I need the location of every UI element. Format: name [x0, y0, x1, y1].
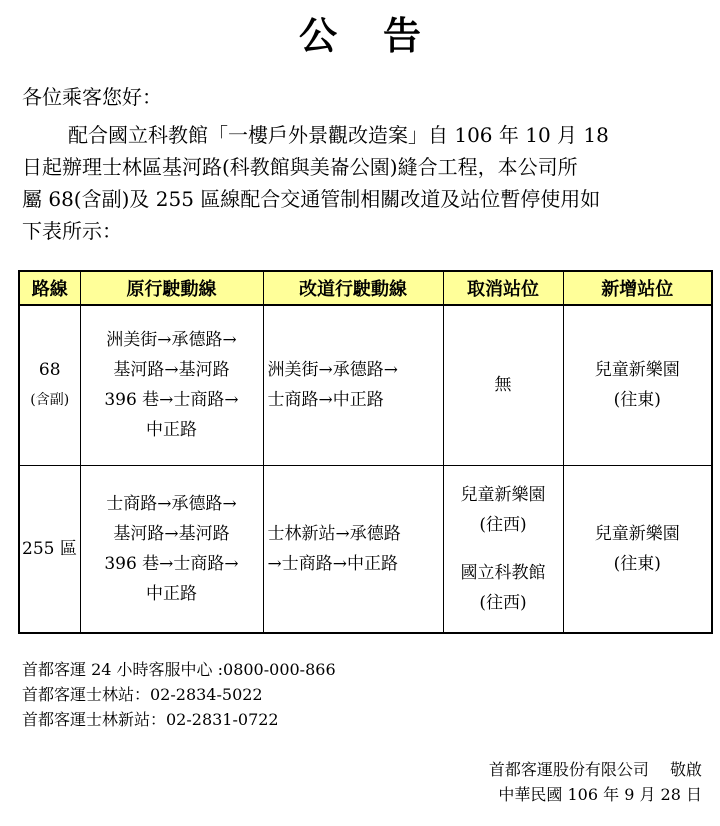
- added-stop: 兒童新樂園: [594, 523, 680, 544]
- original-route-line: 洲美街→承德路→: [106, 330, 237, 351]
- signature-company: 首都客運股份有限公司 敬啟: [488, 760, 702, 779]
- header-detour-route: 改道行駛動線: [263, 271, 443, 305]
- detour-route-line: 士林新站→承德路: [267, 523, 401, 544]
- route-cell: [19, 305, 80, 465]
- table-header-row: [19, 271, 712, 305]
- contact-shilin-new-station: 首都客運士林新站：02-2831-0722: [22, 710, 279, 729]
- paragraph-line: 屬 68(含副)及 255 區線配合交通管制相關改道及站位暫停使用如: [22, 187, 601, 211]
- table-row: [19, 465, 712, 633]
- signature-date: 中華民國 106 年 9 月 28 日: [498, 785, 702, 804]
- header-route: 路線: [19, 271, 80, 305]
- original-route-line: 士商路→承德路→: [106, 493, 237, 514]
- detour-route-line: →士商路→中正路: [267, 553, 398, 574]
- detour-route-cell: [263, 465, 443, 633]
- cancelled-stop: 國立科教館: [460, 562, 546, 583]
- route-sub: (含副): [30, 392, 70, 409]
- header-original-route: 原行駛動線: [80, 271, 263, 305]
- added-stops-cell: [563, 465, 712, 633]
- original-route-line: 396 巷→士商路→: [104, 553, 239, 574]
- cancelled-stop: 無: [494, 375, 512, 396]
- original-route-line: 中正路: [146, 420, 197, 441]
- contact-shilin-station: 首都客運士林站：02-2834-5022: [22, 685, 263, 704]
- original-route-cell: [80, 465, 263, 633]
- original-route-line: 396 巷→士商路→: [104, 390, 239, 411]
- paragraph-line: 下表所示：: [22, 219, 122, 243]
- original-route-line: 基河路→基河路: [113, 523, 230, 544]
- paragraph-line: 日起辦理士林區基河路(科教館與美崙公園)縫合工程，本公司所: [22, 155, 578, 179]
- table-row: [19, 305, 712, 465]
- contact-hotline: 首都客運 24 小時客服中心 :0800-000-866: [22, 660, 336, 679]
- cancelled-stop: (往西): [479, 514, 527, 535]
- header-added-stops: 新增站位: [563, 271, 712, 305]
- detour-route-line: 士商路→中正路: [267, 390, 384, 411]
- detour-route-cell: [263, 305, 443, 465]
- cancelled-stop: (往西): [479, 592, 527, 613]
- paragraph-line: 配合國立科教館「一樓戶外景觀改造案」自 106 年 10 月 18: [68, 123, 609, 147]
- route-number: 255 區: [22, 538, 77, 559]
- greeting: 各位乘客您好：: [22, 85, 162, 109]
- notice-title: 公告: [298, 14, 467, 58]
- cancelled-stop: 兒童新樂園: [460, 484, 546, 505]
- header-cancelled-stops: 取消站位: [443, 271, 563, 305]
- original-route-line: 中正路: [146, 583, 197, 604]
- original-route-line: 基河路→基河路: [113, 360, 230, 381]
- added-stop: 兒童新樂園: [594, 360, 680, 381]
- notice-paragraph: [22, 119, 712, 247]
- detour-route-line: 洲美街→承德路→: [267, 360, 398, 381]
- added-stop: (往東): [613, 390, 661, 411]
- route-number: 68: [38, 360, 61, 381]
- original-route-cell: [80, 305, 263, 465]
- added-stops-cell: [563, 305, 712, 465]
- added-stop: (往東): [613, 553, 661, 574]
- route-change-table: [18, 270, 713, 634]
- stop-spacer: [444, 540, 563, 558]
- cancelled-stops-cell: [443, 305, 563, 465]
- route-cell: [19, 465, 80, 633]
- cancelled-stops-cell: [443, 465, 563, 633]
